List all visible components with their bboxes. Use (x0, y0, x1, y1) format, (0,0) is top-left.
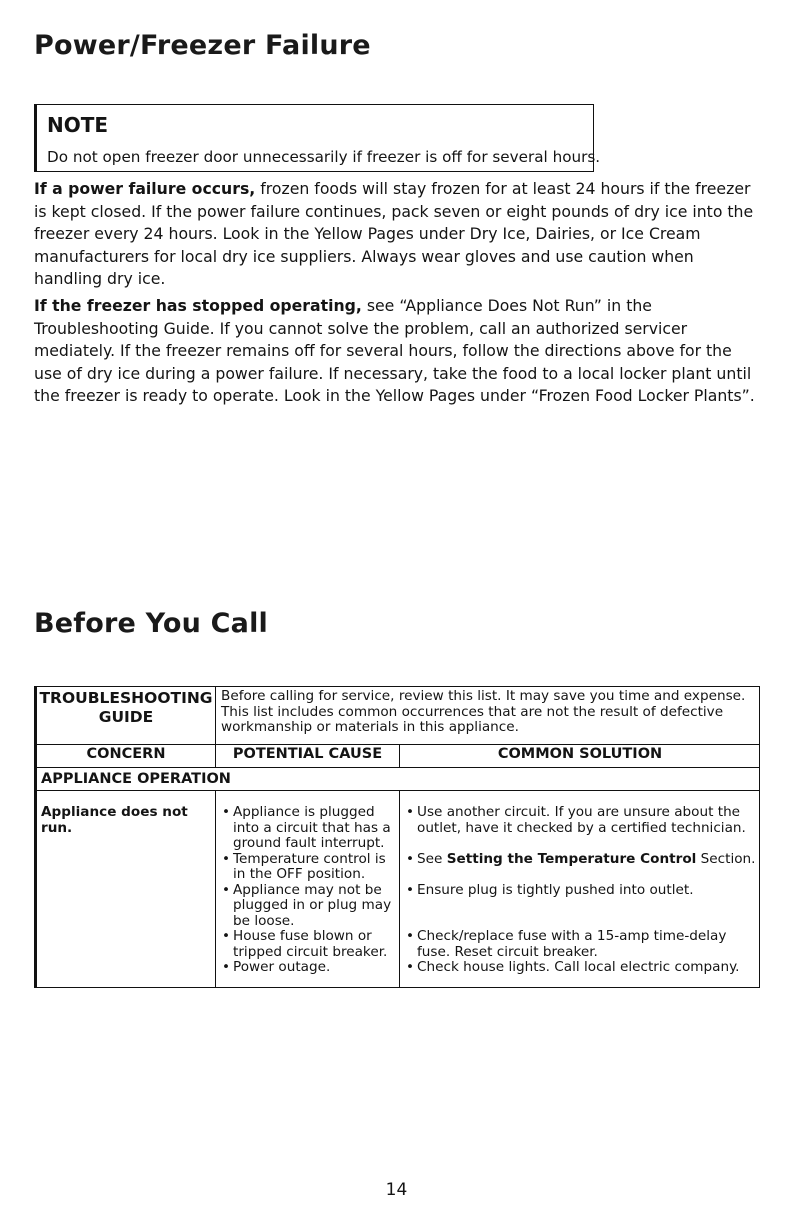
solution-item (405, 852, 757, 883)
solution-text: Ensure plug is tightly pushed into outlet. (417, 881, 694, 898)
column-header-common-solution: COMMON SOLUTION (497, 746, 663, 762)
paragraph-power-failure (34, 178, 762, 291)
column-header-concern: CONCERN (86, 746, 166, 762)
guide-heading-line2: GUIDE (98, 708, 154, 726)
concern-cell: Appliance does not run. (41, 804, 188, 836)
paragraph-lead: If a power failure occurs, (34, 179, 256, 198)
solution-text: Check/replace fuse with a 15-amp time-delay fuse. Reset circuit breaker. (417, 928, 727, 960)
paragraph-lead: If the freezer has stopped operating, (34, 296, 362, 315)
note-heading: NOTE (47, 113, 109, 137)
solution-item (405, 960, 757, 976)
solution-text: Use another circuit. If you are unsure about the outlet, have it checked by a certified technician. (417, 804, 746, 836)
solution-text: Check house lights. Call local electric company. (417, 959, 740, 975)
section-title-before-you-call: Before You Call (34, 608, 269, 639)
common-solution-list (405, 805, 757, 976)
table-divider (37, 790, 759, 791)
solution-text: Section. (696, 850, 756, 867)
table-divider (37, 744, 759, 745)
column-header-potential-cause: POTENTIAL CAUSE (232, 746, 383, 762)
cause-item: • Temperature control is in the OFF position. (221, 852, 401, 883)
paragraph-text: frozen foods will stay frozen for at least 24 hours if the freezer is kept closed. If the power failure continues, pack seven or eight pounds of dry ice into the freezer every 24 hours. Look in the Yellow Pages under Dry Ice, Dairies, or Ice Cream manufacturers for local dry ice suppliers. Always wear gloves and use caution when handling dry ice. (34, 179, 754, 288)
cause-item: • Appliance may not be plugged in or plug may be loose. (221, 883, 401, 930)
guide-intro: Before calling for service, review this list. It may save you time and expense. This list includes common occurrences that are not the result of defective workmanship or materials in this appliance. (221, 688, 746, 735)
note-text: Do not open freezer door unnecessarily if freezer is off for several hours. (47, 148, 601, 166)
potential-cause-list (221, 805, 401, 976)
guide-heading (37, 689, 215, 727)
page-title-power-freezer-failure: Power/Freezer Failure (34, 30, 371, 61)
solution-item (405, 805, 757, 852)
cause-item: • Appliance is plugged into a circuit that has a ground fault interrupt. (221, 805, 401, 852)
solution-item (405, 929, 757, 960)
table-divider (37, 767, 759, 768)
guide-heading-line1: TROUBLESHOOTING (39, 689, 213, 707)
paragraph-freezer-stopped (34, 295, 762, 408)
note-box (34, 104, 601, 172)
table-divider (215, 687, 216, 747)
page-number: 14 (385, 1180, 408, 1200)
solution-item (405, 883, 757, 930)
section-label-appliance-operation: APPLIANCE OPERATION (41, 771, 231, 787)
paragraph-text: see “Appliance Does Not Run” in the Troubleshooting Guide. If you cannot solve the problem, call an authorized servicer mediately. If the freezer remains off for several hours, follow the directions above for the use of dry ice during a power failure. If necessary, take the food to a local locker plant until the freezer is ready to operate. Look in the Yellow Pages under “Frozen Food Locker Plants”. (34, 296, 755, 405)
table-divider (215, 790, 216, 987)
solution-emphasis: Setting the Temperature Control (446, 850, 697, 867)
cause-item: • Power outage. (221, 960, 401, 976)
cause-item: • House fuse blown or tripped circuit breaker. (221, 929, 401, 960)
solution-text: See (417, 850, 447, 867)
troubleshooting-table (34, 686, 760, 988)
